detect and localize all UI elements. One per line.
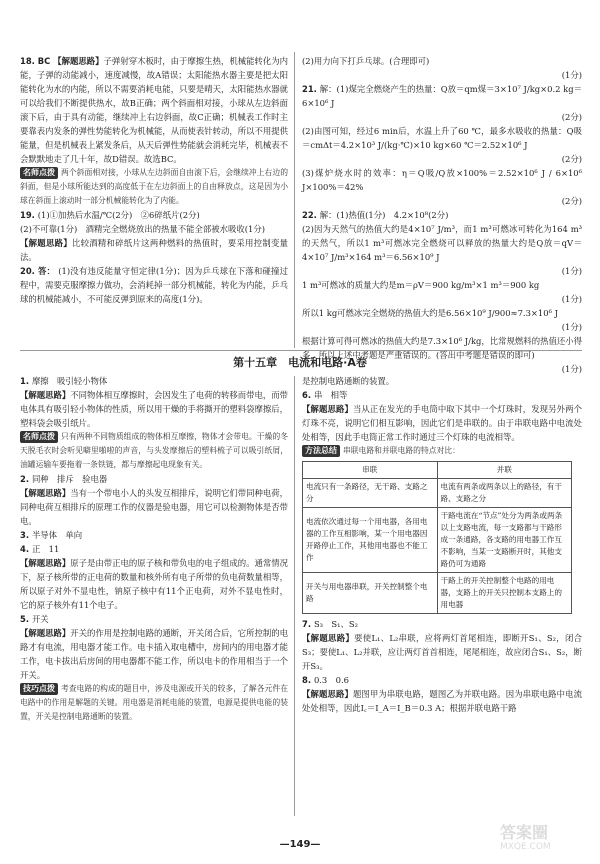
answer-paragraph [302,222,582,264]
score-label: (1分) [561,266,582,276]
table-header: 串联 [303,462,438,479]
answer-text: 是控制电路通断的装置。 [302,376,395,386]
answer-text: 不同物体相互摩擦时，会因发生了电荷的转移而带电，而带电体具有吸引轻小物体的性质，所以用干燥的手将撕开的塑料袋摩擦后，塑料袋会吸引纸片。 [20,390,288,428]
answer-text: 半导体 单向 [31,530,83,540]
answer-paragraph [20,626,288,682]
question-number: 3. [20,530,32,540]
question-number: 22. [302,210,320,220]
answer-paragraph [302,402,582,444]
score-label: (2分) [561,154,582,164]
answer-text: 当有一个带电小人的头发互相排斥，说明它们带同种电荷，同种电荷互相排斥的原理工作的仪器是验电器，用它可以检测物体是否带电。 [20,488,288,526]
left-bottom-column [20,374,288,724]
question-number: 21. [302,84,320,94]
page-number: —149— [279,839,321,850]
question-number: 7. [302,619,314,629]
table-cell: 干路上的开关控制整个电路的用电器，支路上的开关只控制本支路上的用电器 [437,573,572,614]
answer-text: 比较酒精和碎纸片这两种燃料的热值时，要采用控制变量法。 [20,238,289,262]
tip-badge: 名师点拨 [20,167,58,179]
answer-text: 串联电路和并联电路的特点对比： [343,446,460,455]
score-label: (1分) [561,322,582,332]
answer-text: 开关的作用是控制电路的通断，开关闭合后，它所控制的电路才有电流，用电器才能工作。电卡插入取电槽中，房间内的用电器才能工作，电卡拔出后房间的用电器都不能工作，所以电卡的作用相当于一个开关。 [20,628,288,680]
answer-text: (2)用力向下打乒乓球。(合理即可) [302,56,430,66]
answer-key: BC [37,56,54,66]
answer-text: 要使L₁、L₂串联，应将两灯首尾相连，即断开S₁、S₂，闭合S₃；要使L₁、L₂并联，应让两灯首首相连，尾尾相连，故应闭合S₁、S₂，断开S₃。 [302,633,583,671]
column-divider [294,52,295,348]
answer-text: 串 相等 [313,390,348,400]
right-bottom-column [302,374,582,715]
answer-paragraph [20,374,288,388]
chapter-title: 第十五章 电流和电路·A卷 [233,356,367,369]
answer-text: (3)煤炉烧水时的效率：η＝Q吸/Q放×100%＝2.52×10⁶ J / 6×10⁶ J×100%＝42% [302,168,582,192]
answer-text: 正 11 [31,544,60,554]
analysis-tag: 【解题思路】 [302,633,355,643]
answer-text: (2)不可靠(1分) 酒精完全燃烧放出的热量不能全部被水吸收(1分) [20,224,265,234]
table-header: 并联 [437,462,572,479]
question-number: 18. [20,56,38,66]
answer-paragraph [20,430,288,472]
score-label: (1分) [561,364,582,374]
answer-paragraph [302,673,582,687]
analysis-tag: 【解题思路】 [20,488,71,498]
table-cell: 开关与用电器串联，开关控制整个电路 [303,573,438,614]
watermark-line2: MXQE.COM [500,842,551,852]
tip-badge: 名师点拨 [20,431,58,443]
answer-text: 所以1 kg可燃冰完全燃烧的热值大约是6.56×10⁹ J/900≈7.3×10⁶ J [302,308,558,318]
answer-text: S₃ S₁、S₂ [313,619,358,629]
analysis-tag: 【解题思路】 [20,390,71,400]
table-cell: 电流依次通过每一个用电器，各用电器的工作互相影响，某一个用电器因开路停止工作，其他用电器也不能工作 [303,508,438,573]
answer-text: (1)没有违反能量守恒定律(1分)；因为乒乓球在下落和碰撞过程中，需要克服摩擦力做功，会消耗掉一部分机械能，转化为内能，乒乓球的机械能减小，不可能反弹到原来的高度(1分)。 [20,266,288,304]
answer-paragraph [20,528,288,542]
comparison-table [302,461,572,614]
answer-paragraph [20,54,288,166]
answer-paragraph [302,306,582,320]
answer-paragraph [20,612,288,626]
answer-text: (1)①加热后水温/℃(2分) ②6碎纸片(2分) [37,210,200,220]
answer-text: 根据计算可得可燃冰的热值大约是7.3×10⁶ J/kg，比常规燃料的热值还小得多，所以上述中考题是严重错误的。(答出中考题是错误的即可) [302,336,582,360]
answer-paragraph [302,388,582,402]
answer-text: 解：(1)热值(1分) 4.2×10⁸(2分) [319,210,449,220]
section-rule [20,350,582,351]
answer-text: 只有两种不同物质组成的物体相互摩擦，物体才会带电。干燥的冬天脱毛衣时会听见噼里啪啦的声音，与头发摩擦后的塑料梳子可以吸引纸屑，油罐运输车要拖着一条铁链，都与摩擦起电现象有关。 [20,432,288,469]
score-label: (2分) [561,196,582,206]
answer-paragraph [302,374,582,388]
answer-paragraph [302,631,582,673]
table-cell: 干路电流在“节点”处分为两条或两条以上支路电流，每一支路都与干路形成一条通路，各支路的用电器工作互不影响，当某一支路断开时，其他支路仍可为通路 [437,508,572,573]
answer-text: 两个斜面相对接，小球从左边斜面自由滚下后，会继续冲上右边的斜面，但是小球所能达到的高度低于在左边斜面上的自由释放点，这是因为小球在斜面上滚动时一部分机械能转化为了内能。 [20,168,288,205]
answer-paragraph [20,542,288,556]
question-number: 20. [20,266,38,276]
answer-text: 同种 排斥 验电器 [31,474,108,484]
answer-paragraph [302,82,582,110]
question-number: 5. [20,614,32,624]
watermark-logo [500,823,590,860]
analysis-tag: 【解题思路】 [20,628,71,638]
answer-paragraph [20,486,288,528]
score-label: (2分) [561,112,582,122]
answer-text: 原子是由带正电的原子核和带负电的电子组成的。通常情况下，原子核所带的正电荷的数量和核外所有电子所带的负电荷数量相等，所以原子对外不显电性，钠原子核中有11个正电荷，对外不显电性时，它的原子核外有11个电子。 [20,558,288,610]
score-label: (1分) [561,294,582,304]
answer-paragraph [302,54,582,68]
table-cell: 电流有两条或两条以上的路径，有干路、支路之分 [437,479,572,508]
answer-paragraph [302,124,582,152]
question-number: 8. [302,675,314,685]
answer-paragraph [20,208,288,222]
answer-paragraph [20,388,288,430]
analysis-tag: 【解题思路】 [53,56,104,66]
table-row [303,479,572,508]
right-top-column [302,54,582,376]
answer-text: (2)由图可知，经过6 min后，水温上升了60 ℃，最多水吸收的热量：Q吸＝cmΔt＝4.2×10³ J/(kg·℃)×10 kg×60 ℃＝2.52×10⁶ J [302,126,582,150]
analysis-tag: 【解题思路】 [302,404,353,414]
answer-paragraph [20,472,288,486]
table-cell: 电流只有一条路径，无干路、支路之分 [303,479,438,508]
answer-text: 解：(1)煤完全燃烧产生的热量：Q放＝qm煤＝3×10⁷ J/kg×0.2 kg＝6×10⁶ J [302,84,582,108]
answer-key: 答： [37,266,59,276]
question-number: 1. [20,376,32,386]
answer-text: 考查电路的构成的题目中，涉及电源或开关的较多，了解各元件在电路中的作用是解题的关键。用电器是消耗电能的装置，电源是提供电能的装置，开关是控制电路通断的装置。 [20,684,288,721]
table-row [303,573,572,614]
question-number: 2. [20,474,32,484]
answer-paragraph [302,687,582,715]
question-number: 6. [302,390,314,400]
answer-paragraph [302,444,582,458]
answer-paragraph [20,166,288,208]
answer-text: (2)因为天然气的热值大约是4×10⁷ J/m³，而1 m³可燃冰可转化为164 m³的天然气，所以1 m³可燃冰完全燃烧可以释放的热量大约是Q放＝qV＝4×10⁷ J/m³×164 m³＝6.56×10⁹ J [302,224,582,262]
answer-paragraph [302,208,582,222]
answer-paragraph [20,556,288,612]
answer-text: 子弹射穿木板时，由于摩擦生热，机械能转化为内能，子弹的动能减小，速度减慢，故A错误；太阳能热水器主要是把太阳能转化为水的内能，所以不需要消耗电能，只要是晴天，太阳能热水器就可以给我们不断提供热水，故B正确；两个斜面相对接，小球从左边斜面滚下后，由于具有动能，继续冲上右边斜面，故C正确；机械表工作时主要靠表内发条的弹性势能转化为机械能，从而使表针转动，所以不用提供能量，但是机械表上紧发条后，从天后弹性势能就会消耗完毕，机械表不会默默地走了几十年，故D错误。故选BC。 [20,56,288,164]
column-divider-lower [294,376,295,816]
tip-badge: 方法总结 [302,445,340,457]
answer-text: 题图甲为串联电路，题图乙为并联电路。因为串联电路中电流处处相等，因此I꜀＝I_A＝I_B＝0.3 A；根据并联电路干路 [302,689,583,713]
tip-badge: 技巧点拨 [20,683,58,695]
answer-paragraph [20,236,288,264]
answer-text: 当从正在发光的手电筒中取下其中一个灯珠时，发现另外两个灯珠不亮，说明它们相互影响，因此它们是串联的。由于串联电路中电流处处相等，因此手电筒正常工作时通过三个灯珠的电流相等。 [302,404,583,442]
analysis-tag: 【解题思路】 [20,558,71,568]
watermark-line1: 答案圈 [500,823,549,842]
answer-text: 开关 [31,614,49,624]
answer-text: 0.3 0.6 [313,675,349,685]
left-top-column [20,54,288,306]
question-number: 19. [20,210,38,220]
analysis-tag: 【解题思路】 [302,689,353,699]
score-label: (1分) [561,70,582,80]
question-number: 4. [20,544,32,554]
answer-paragraph [20,222,288,236]
answer-paragraph [20,264,288,306]
answer-paragraph [302,617,582,631]
table-row [303,508,572,573]
analysis-tag: 【解题思路】 [20,238,72,248]
answer-paragraph [302,278,582,292]
answer-text: 1 m³可燃冰的质量大约是m＝ρV＝900 kg/m³×1 m³＝900 kg [302,280,540,290]
answer-paragraph [302,166,582,194]
answer-text: 摩擦 吸引轻小物体 [31,376,108,386]
answer-paragraph [20,682,288,724]
